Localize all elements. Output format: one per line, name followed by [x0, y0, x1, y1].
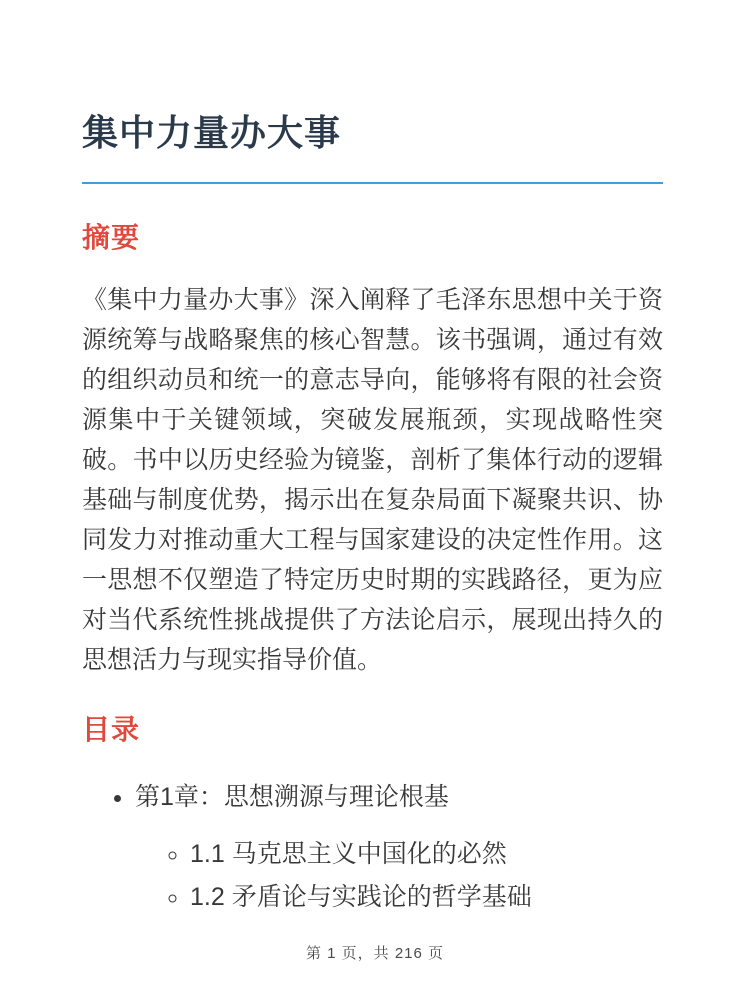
title-divider	[82, 182, 663, 184]
toc-heading: 目录	[82, 714, 141, 745]
toc-subitem: ◦ 1.1 马克思主义中国化的必然	[190, 833, 663, 876]
page-number-footer: 第 1 页，共 216 页	[305, 945, 445, 962]
page-title: 集中力量办大事	[82, 112, 342, 153]
toc-chapter-item	[135, 777, 663, 919]
toc-sublist	[135, 833, 663, 919]
toc-subitem: ◦ 1.2 矛盾论与实践论的哲学基础	[190, 876, 663, 919]
toc-chapter-label: 第1章：思想溯源与理论根基	[135, 783, 449, 811]
abstract-paragraph: 《集中力量办大事》深入阐释了毛泽东思想中关于资源统筹与战略聚焦的核心智慧。该书强调，通过有效的组织动员和统一的意志导向，能够将有限的社会资源集中于关键领域，突破发展瓶颈，实现战略性突破。书中以历史经验为镜鉴，剖析了集体行动的逻辑基础与制度优势，揭示出在复杂局面下凝聚共识、协同发力对推动重大工程与国家建设的决定性作用。这一思想不仅塑造了特定历史时期的实践路径，更为应对当代系统性挑战提供了方法论启示，展现出持久的思想活力与现实指导价值。	[82, 286, 663, 674]
toc-list	[82, 777, 663, 919]
abstract-heading: 摘要	[82, 222, 141, 253]
